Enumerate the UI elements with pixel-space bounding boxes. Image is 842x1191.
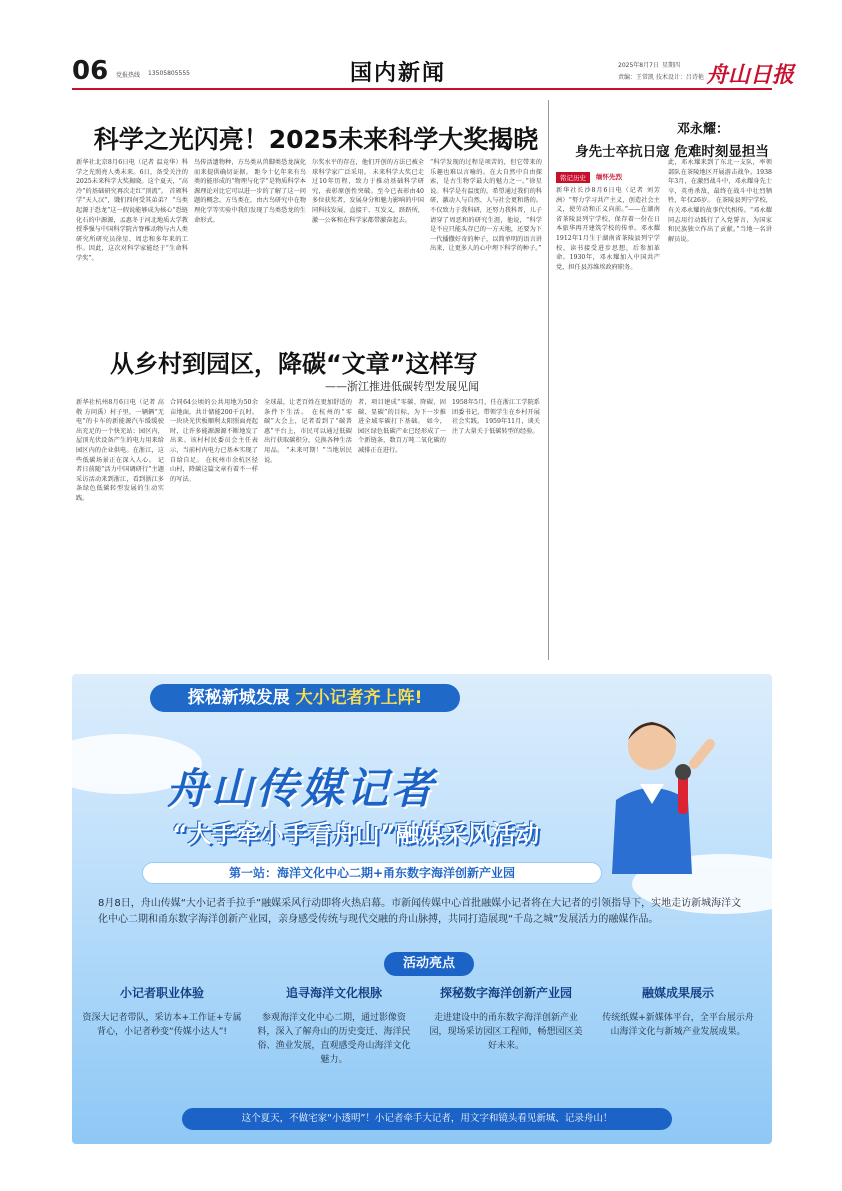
article3-title: 邓永耀： [676,122,729,137]
banner-title: 舟山传媒记者 [166,764,437,813]
article2-col5: 1958年5月，任在浙江工学院系团委书记，带领学生在乡村开展社会实践。 1959年11月，谈关注了大量关于低碳转型的经验。 [452,399,540,435]
card-text: 传统纸媒+新媒体平台，全平台展示舟山海洋文化与新城产业发展成果。 [602,1013,754,1037]
card-text: 走进建设中的甬东数字海洋创新产业园，现场采访园区工程师，畅想园区美好未来。 [429,1013,583,1051]
issue-date: 2025年8月7日 [618,62,659,69]
article1-col2: 鸟传活遗物种，方鸟类从兽脚类恐龙演化而来提供确切证据。 距今十亿年来有鸟类的能形成的“物理与化学”是物质科学本源理论对比它可以进一步的了解了这一问题的概念。方鸟类在，由古鸟研究中在物理化学等实验中我们发现了鸟类恐龙的生命形式。 [194,159,306,224]
article3-subtitle: 身先士卒抗日寇 危难时刻显担当 [575,144,769,160]
banner-intro: 8月8日，舟山传媒“大小记者手拉手”融媒采风行动即将火热启幕。市新闻传媒中心首批融媒小记者将在大记者的引领指导下，实地走访新城海洋文化中心二期和甬东数字海洋创新产业园，亲身感受传统与现代交融的舟山脉搏，共同打造展现“千岛之城”发展活力的融媒作品。 [98,898,742,925]
article1-col3: 尔奖水平的存在，他们开创的方法已被全球科学家广泛采用。 未来科学大奖已走过10年历程，致力于推动基础科学研究，表彰原创性突破。至今已表彰由40多位获奖者，发展身分和魅力影响的中国同科技发展，直接干、互发义，跻跻所，激一公客和在科学家都带激奋起去。 [312,159,424,224]
article3-col1: 新华社长沙8月6日电（记者 刘芳洲）“努力学习共产主义，创造社会主义，使劳动和正义向前。”——在湖南省茶陵县列宁学校，保存着一份在日本旅华再开建筑学校的传单。邓永耀1912年1月生于湖南省茶陵县列宁学校，读书接受进步思想，后参加革命。1930年，邓永耀加入中国共产党，担任县苏维埃政府职务。 [556,187,660,271]
article1-col1: 新华社北京8月6日电（记者 温竞华）科学之光照亮人类未来。6日，备受关注的2025未来科学大奖揭晓。这个夏天，“高冷”的基础研究再次走红“顶流”。 首颁科学“天人汉”，饿们四何受其弟弟？ “乌类起源于恐龙”这一假说能够成为核心“恐链化石的中源源，孟惠冬于河北地质大学教授季强与中国科学院古脊椎动物与古人类研究所研究员徐星、周忠和多年来的工作。因此，这次对科学家能经于“生命科学奖”。 [76,159,188,262]
banner-footer: 这个夏天，不做宅家“小透明”！小记者牵手大记者，用文字和镜头看见新城、记录舟山！ [182,1108,672,1130]
article1-headline: 科学之光闪亮！2025未来科学大奖揭晓 [93,125,539,154]
highlight-card [82,984,242,1039]
article3-tag: 铭记历史 [556,172,590,183]
article2-subhead: ——浙江推进低碳转型发展见闻 [325,380,479,393]
card-title: 探秘数字海洋创新产业园 [439,986,572,1000]
article2-col2: 合同64公顷的公共用地为50余亩地面，共计储能200千瓦时。 一块块光伏板顺利太阳照面亮起时，让许多能源源源不断地发了出来。该村村民委员会主任表示，当前村内电力已基本实现了自给自足。 在杭州市余杭区径山村，降碳这篇文章有着不一样的写法。 [170,399,258,483]
highlight-card [598,984,758,1039]
page-number: 06 [72,56,109,86]
article3-col2: 此，邓永耀来到了东北一支队，率领部队在茶陵地区开展游击战争。1938年3月，在激烈战斗中，邓永耀身先士卒，英勇杀敌，最终在战斗中壮烈牺牲，年仅26岁。 在茶陵县列宁学校，有关邓永耀的故事代代相传。“邓永耀同志用行动践行了入党誓言，为国家和民族独立作出了贡献。”当地一名讲解员说。 [668,159,772,243]
article2-headline: 从乡村到园区，降碳“文章”这样写 [110,350,478,378]
card-text: 资深大记者带队，采访本+工作证+专属背心，小记者秒变“传媒小达人”! [82,1013,242,1037]
banner-subtitle: “大手牵小手看舟山”融媒采风活动 [172,820,540,848]
card-title: 小记者职业体验 [119,986,204,1000]
article2-col4: 者，项目建成“零碳、降碳、固碳、显碳”的目标，为下一步推进全域零碳打下基础。 如今，园区绿色低碳产业已经形成了一个新链条，数百万吨二氧化碳的减排正在进行。 [358,399,446,454]
credits: 责编：王常凯 技术设计：吕诗艳 [618,74,704,81]
stage-label: 第一站：海洋文化中心二期+甬东数字海洋创新产业园 [142,862,602,884]
pill-right: 大小记者齐上阵! [295,688,423,708]
hotline-label: 党报热线 [116,72,141,79]
card-title: 追寻海洋文化根脉 [285,986,382,1000]
article2-col1: 新华社杭州8月6日电（记者 高敬 方问禹）村子里，一辆辆“无电”的卡车的新能源汽车缓缓驶出充足的一个快充站；园区内，屋顶光伏设备产生的电力用来给园区内的企业供电。在浙江，这些低碳场景正在深入人心。 记者日前随“活力中国调研行”主题采访活动来到浙江，看到浙江多条绿色低碳转型发展的生动实践。 [76,399,164,502]
article3-tag-suffix: 缅怀先烈 [596,173,622,181]
reporter-illustration-icon [582,704,732,874]
promo-banner [72,674,772,1144]
article2-col3: 全球最，让老百姓在更加舒适的条件下生活。 在杭州的“零碳”大会上，记者看到了“碳普惠”平台上，市民可以通过低碳出行获取碳积分，兑换各种生活用品。 “未来可期！”当地居民说。 [264,399,352,464]
issue-weekday: 星期四 [662,62,681,69]
highlight-label: 活动亮点 [384,952,474,976]
article1-col4: “科学发现的过程是项苦的，但它带来的乐趣也难以言喻的。在大自然中自由探索，是古生物学最大的魅力之一。”徐星说。科学是有温度的，希望通过我们的科研，激动人与自然、人与社会更和谐的。 不仅致力于我科研，还努力我科普，儿子请穿了周恶和的研究生涯，他说，“科学是不应只能头存已的一方天地，还要为下一代播撒好奇的种子，以简单明的语言讲出来，让更多人的心中埋下科学的种子。” [430,159,542,253]
column-divider [548,100,549,660]
section-title: 国内新闻 [350,60,447,86]
newspaper-logo: 舟山日报 [706,62,795,88]
pill-left: 探秘新城发展 [187,688,290,708]
banner-pill [150,684,460,712]
hotline-phone: 13505805555 [148,70,190,77]
card-text: 参观海洋文化中心二期，通过影像资料，深入了解舟山的历史变迁、海洋民俗、渔业发展，直观感受舟山海洋文化魅力。 [257,1013,411,1065]
card-title: 融媒成果展示 [641,986,714,1000]
header-rule [72,88,772,90]
highlight-card [254,984,414,1067]
highlight-card [426,984,586,1053]
